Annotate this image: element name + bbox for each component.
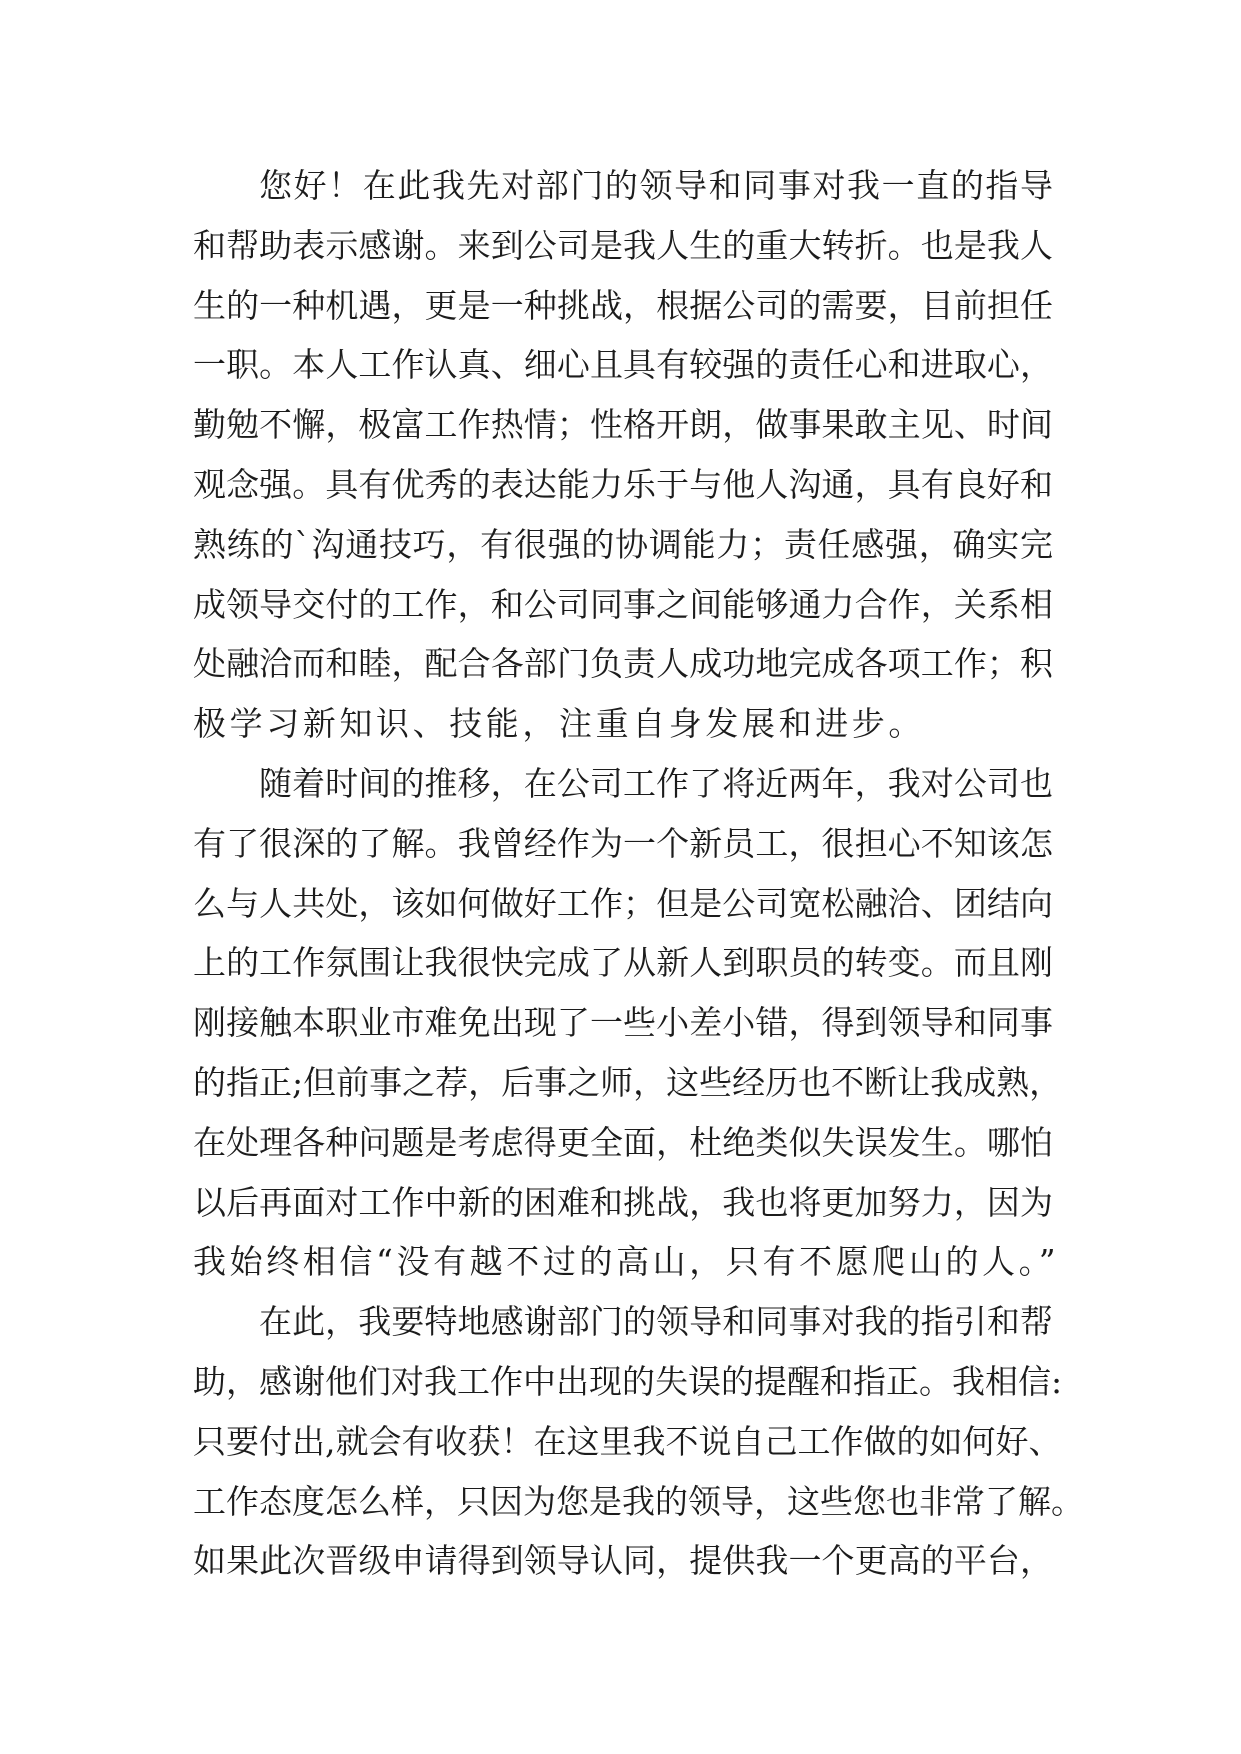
paragraph-line: 上的工作氛围让我很快完成了从新人到职员的转变。而且刚 xyxy=(193,943,1053,983)
paragraph-line: 助，感谢他们对我工作中出现的失误的提醒和指正。我相信: xyxy=(193,1361,1063,1401)
paragraph-line: 生的一种机遇，更是一种挑战，根据公司的需要，目前担任 xyxy=(193,285,1053,325)
paragraph-line: 以后再面对工作中新的困难和挑战，我也将更加努力，因为 xyxy=(193,1182,1053,1222)
paragraph-line: 有了很深的了解。我曾经作为一个新员工，很担心不知该怎 xyxy=(193,823,1053,863)
paragraph-line: 刚接触本职业市难免出现了一些小差小错，得到领导和同事 xyxy=(193,1003,1053,1043)
paragraph-line: 工作态度怎么样，只因为您是我的领导，这些您也非常了解。 xyxy=(193,1481,1084,1521)
document-body xyxy=(193,156,1084,1591)
paragraph-line: 在处理各种问题是考虑得更全面，杜绝类似失误发生。哪怕 xyxy=(193,1122,1053,1162)
paragraph-line: 在此，我要特地感谢部门的领导和同事对我的指引和帮 xyxy=(259,1302,1053,1342)
paragraph-line: 观念强。具有优秀的表达能力乐于与他人沟通，具有良好和 xyxy=(193,464,1053,504)
paragraph-line: 只要付出,就会有收获！在这里我不说自己工作做的如何好、 xyxy=(193,1421,1062,1461)
paragraph-line: 成领导交付的工作，和公司同事之间能够通力合作，关系相 xyxy=(193,584,1053,624)
paragraph-line: 我始终相信“没有越不过的高山，只有不愿爬山的人。” xyxy=(193,1242,1060,1282)
paragraph-line: 极学习新知识、技能，注重自身发展和进步。 xyxy=(193,704,925,744)
paragraph-line: 如果此次晋级申请得到领导认同，提供我一个更高的平台， xyxy=(193,1541,1053,1581)
paragraph-line: 的指正;但前事之荐，后事之师，这些经历也不断让我成熟， xyxy=(193,1062,1063,1102)
paragraph-line: 熟练的`沟通技巧，有很强的协调能力；责任感强，确实完 xyxy=(193,524,1053,564)
paragraph-line: 么与人共处，该如何做好工作；但是公司宽松融洽、团结向 xyxy=(193,883,1053,923)
paragraph-line: 一职。本人工作认真、细心且具有较强的责任心和进取心， xyxy=(193,345,1053,385)
paragraph-2 xyxy=(193,754,1063,1292)
paragraph-3 xyxy=(193,1292,1084,1591)
paragraph-line: 您好！在此我先对部门的领导和同事对我一直的指导 xyxy=(259,166,1053,205)
paragraph-line: 和帮助表示感谢。来到公司是我人生的重大转折。也是我人 xyxy=(193,225,1053,265)
paragraph-1 xyxy=(193,156,1053,754)
paragraph-line: 随着时间的推移，在公司工作了将近两年，我对公司也 xyxy=(259,763,1053,803)
paragraph-line: 勤勉不懈，极富工作热情；性格开朗，做事果敢主见、时间 xyxy=(193,405,1053,445)
paragraph-line: 处融洽而和睦，配合各部门负责人成功地完成各项工作；积 xyxy=(193,644,1053,684)
